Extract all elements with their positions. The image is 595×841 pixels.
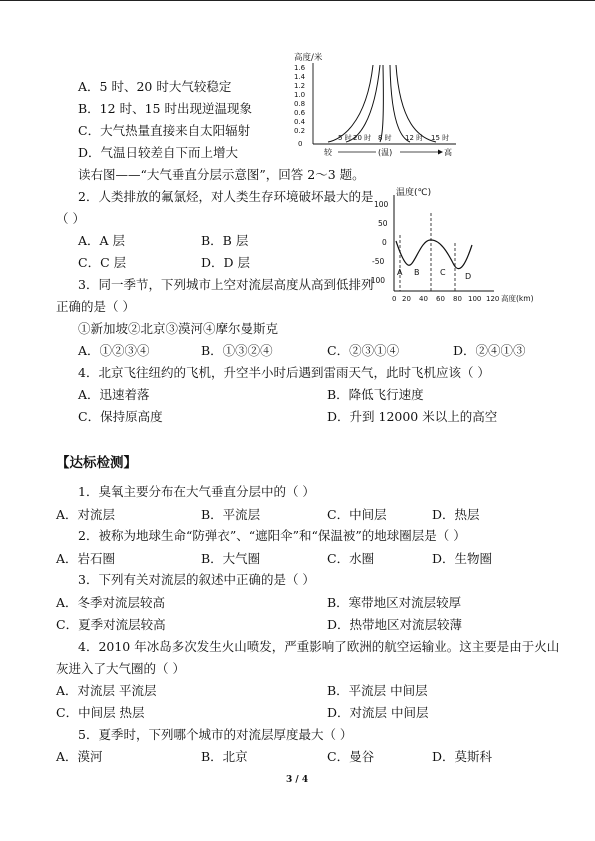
fig2-xtick: 0 (392, 295, 397, 303)
fig2-ytick: -100 (368, 276, 386, 285)
q4-option-b: B．降低飞行速度 (327, 387, 424, 402)
q3-stem-cont: 正确的是（ ） (56, 299, 135, 314)
fig1-label-20h: 20 时 (353, 134, 372, 142)
fig1-ylabel: 高度/米 (294, 53, 323, 63)
fig2-ylabel: 温度(℃) (396, 188, 432, 198)
fig2-yticks (368, 200, 389, 285)
page-number: 3 / 4 (286, 775, 309, 785)
s2-q4-option-c: C．中间层 热层 (56, 705, 145, 720)
fig1-curve-5h (328, 65, 373, 142)
fig1-curve-labels (338, 133, 449, 142)
fig2-xtick: 20 (402, 295, 411, 303)
q1-option-d: D．气温日较差自下而上增大 (78, 145, 239, 160)
fig2-xlabel: 高度(km) (501, 294, 534, 303)
fig2-ytick: 100 (374, 200, 389, 209)
q1-option-c: C．大气热量直接来自太阳辐射 (78, 123, 251, 138)
s2-q3-option-a: A．冬季对流层较高 (56, 595, 166, 610)
figure-temperature-profile (288, 50, 468, 160)
q3-option-a: A．①②③④ (78, 343, 150, 358)
fig1-bottom-right: 高 (444, 148, 452, 157)
q2-stem-bracket: （ ） (56, 211, 85, 226)
figure-atmosphere-layers (368, 183, 548, 308)
fig1-label-8h: 8 时 (378, 134, 392, 142)
fig1-curve-12h (390, 65, 410, 142)
fig2-xtick: 80 (453, 295, 462, 303)
fig2-temperature-curve (396, 240, 472, 269)
s2-q1-stem: 1．臭氧主要分布在大气垂直分层中的（ ） (78, 484, 315, 499)
q4-option-a: A．迅速着落 (78, 387, 150, 402)
s2-q4-stem-cont: 灰进入了大气圈的（ ） (56, 661, 185, 676)
s2-q1-option-b: B．平流层 (201, 507, 261, 522)
q2-stem: 2．人类排放的氟氯烃，对人类生存环境破坏最大的是 (78, 189, 374, 204)
section-heading: 【达标检测】 (56, 455, 137, 471)
fig2-ytick: 50 (378, 219, 388, 228)
s2-q4-option-b: B．平流层 中间层 (327, 683, 428, 698)
q4-option-d: D．升到 12000 米以上的高空 (327, 409, 498, 424)
intro-text: 读右图——“大气垂直分层示意图”，回答 2～3 题。 (78, 167, 365, 182)
s2-q4-option-d: D．对流层 中间层 (327, 705, 429, 720)
fig1-ytick: 0.6 (294, 109, 306, 117)
q3-cities: ①新加坡②北京③漠河④摩尔曼斯克 (78, 321, 279, 336)
page-top-rule (0, 0, 595, 1)
fig2-xtick: 40 (419, 295, 428, 303)
fig2-layer-c: C (440, 268, 446, 277)
q2-option-d: D．D 层 (201, 255, 251, 270)
q1-option-b: B．12 时、15 时出现逆温现象 (78, 101, 252, 116)
q4-stem: 4．北京飞往纽约的飞机，升空半小时后遇到雷雨天气，此时飞机应该（ ） (78, 365, 490, 380)
q3-stem: 3．同一季节，下列城市上空对流层高度从高到低排列 (78, 277, 374, 292)
fig1-ytick: 0.4 (294, 118, 306, 126)
fig2-xticks (392, 295, 499, 303)
q2-option-b: B．B 层 (201, 233, 249, 248)
fig1-ytick: 1.6 (294, 64, 306, 72)
fig1-ytick: 1.0 (294, 91, 306, 99)
s2-q3-option-c: C．夏季对流层较高 (56, 617, 166, 632)
fig1-ytick: 1.4 (294, 73, 306, 81)
fig1-label-5h: 5 时 (338, 134, 352, 142)
fig1-ytick: 0.2 (294, 127, 306, 135)
fig1-curve-20h (346, 65, 380, 142)
fig2-layer-labels (397, 268, 471, 281)
fig2-layer-d: D (465, 272, 472, 281)
fig1-yticks (294, 64, 306, 148)
s2-q2-option-b: B．大气圈 (201, 551, 261, 566)
s2-q2-option-d: D．生物圈 (432, 551, 493, 566)
q3-option-b: B．①③②④ (201, 343, 273, 358)
fig1-ytick: 0 (298, 140, 303, 148)
fig2-xtick: 100 (468, 295, 482, 303)
q3-option-d: D．②④①③ (453, 343, 526, 358)
s2-q4-option-a: A．对流层 平流层 (56, 683, 157, 698)
q1-option-a: A．5 时、20 时大气较稳定 (78, 79, 232, 94)
s2-q1-option-d: D．热层 (432, 507, 480, 522)
fig1-arrowhead (438, 150, 443, 155)
fig1-label-15h: 15 时 (431, 134, 450, 142)
s2-q2-option-a: A．岩石圈 (56, 551, 116, 566)
s2-q5-option-c: C．曼谷 (327, 749, 375, 764)
fig2-ytick: 0 (382, 238, 387, 247)
fig1-ytick: 1.2 (294, 82, 306, 90)
s2-q3-option-b: B．寒带地区对流层较厚 (327, 595, 462, 610)
s2-q2-option-c: C．水圈 (327, 551, 375, 566)
s2-q4-stem: 4．2010 年冰岛多次发生火山喷发，严重影响了欧洲的航空运输业。这主要是由于火山 (78, 639, 560, 654)
s2-q5-stem: 5．夏季时，下列哪个城市的对流层厚度最大（ ） (78, 727, 353, 742)
fig1-bottom-left: 较 (324, 148, 332, 157)
q2-option-c: C．C 层 (78, 255, 127, 270)
fig2-ytick: -50 (372, 257, 385, 266)
fig2-xtick: 60 (436, 295, 445, 303)
fig2-xtick: 120 (486, 295, 500, 303)
s2-q5-option-b: B．北京 (201, 749, 248, 764)
fig2-layer-b: B (414, 268, 420, 277)
s2-q1-option-c: C．中间层 (327, 507, 387, 522)
fig1-curve-8h (380, 65, 383, 142)
fig1-curve-15h (396, 65, 436, 142)
q3-option-c: C．②③①④ (327, 343, 400, 358)
s2-q1-option-a: A．对流层 (56, 507, 116, 522)
fig2-layer-a: A (397, 268, 403, 277)
s2-q3-option-d: D．热带地区对流层较薄 (327, 617, 463, 632)
s2-q3-stem: 3．下列有关对流层的叙述中正确的是（ ） (78, 572, 315, 587)
q4-option-c: C．保持原高度 (78, 409, 163, 424)
fig1-label-12h: 12 时 (405, 134, 424, 142)
fig1-ytick: 0.8 (294, 100, 306, 108)
q2-option-a: A．A 层 (78, 233, 126, 248)
s2-q5-option-a: A．漠河 (56, 749, 103, 764)
s2-q2-stem: 2．被称为地球生命“防弹衣”、“遮阳伞”和“保温被”的地球圈层是（ ） (78, 528, 466, 543)
fig1-bottom-mid: (温) (378, 148, 393, 157)
s2-q5-option-d: D．莫斯科 (432, 749, 493, 764)
